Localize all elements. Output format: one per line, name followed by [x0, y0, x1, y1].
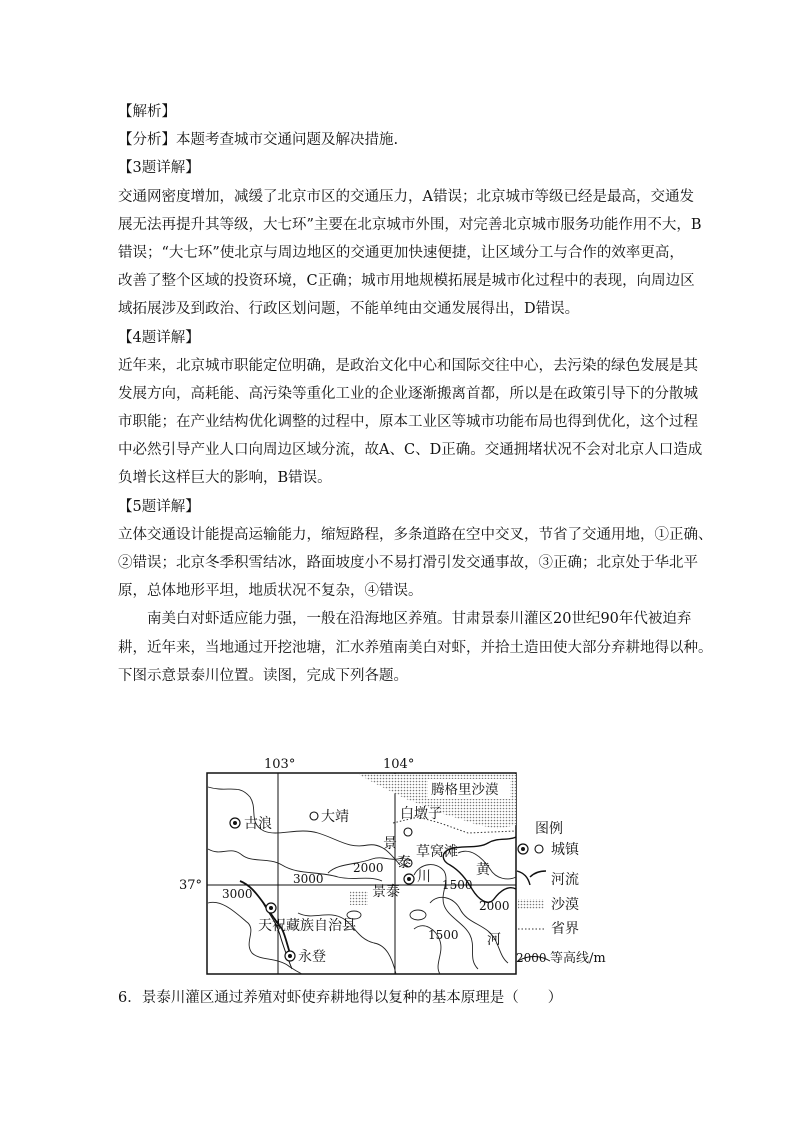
- town-label: 草窝滩: [416, 844, 458, 860]
- q5-line: 原，总体地形平坦，地质状况不复杂，④错误。: [118, 583, 423, 600]
- legend-title: 图例: [535, 821, 563, 837]
- town-label: 古浪: [244, 816, 272, 832]
- q3-line: 错误；“大七环”使北京与周边地区的交通更加快速便捷，让区域分工与合作的效率更高，: [118, 244, 684, 261]
- town-baidunzi: [400, 806, 442, 836]
- section-fenxi: 【分析】本题考查城市交通问题及解决措施.: [118, 132, 399, 149]
- town-marker-icon: [404, 828, 412, 836]
- town-caowotan: [404, 843, 458, 867]
- lon-label-104: 104°: [383, 757, 415, 772]
- legend-desert-label: 沙漠: [551, 897, 579, 913]
- q3-line: 交通网密度增加，减缓了北京市区的交通压力，A错误；北京城市等级已经是最高，交通发: [118, 188, 694, 205]
- legend-river-label: 河流: [551, 872, 579, 888]
- town-label: 景泰: [372, 884, 400, 900]
- map-legend: [516, 821, 606, 966]
- q3-line: 改善了整个区域的投资环境，C正确；城市用地规模拓展是城市化过程中的表现，向周边区: [118, 273, 695, 290]
- contour-value: 1500: [442, 878, 473, 892]
- contour-value: 2000: [479, 899, 510, 913]
- legend-contour-label: 等高线/m: [550, 951, 606, 966]
- town-tianzhu: [258, 903, 356, 934]
- contour-value: 1500: [428, 928, 459, 942]
- q3-heading: 【3题详解】: [118, 160, 200, 177]
- river-label: 黄: [476, 862, 490, 878]
- town-jingtai: [372, 874, 414, 900]
- legend-border-label: 省界: [551, 921, 579, 937]
- q4-line: 发展方向，高耗能、高污染等重化工业的企业逐渐搬离首都，所以是在政策引导下的分散城: [118, 385, 698, 402]
- legend-town-label: 城镇: [551, 842, 579, 858]
- region-label: 泰: [397, 855, 411, 871]
- intro-line: 耕，近年来，当地通过开挖池塘，汇水养殖南美白对虾，并拾土造田使大部分弃耕地得以种。: [118, 639, 713, 656]
- city-marker-dot: [269, 906, 273, 910]
- q4-line: 负增长这样巨大的影响，B错误。: [118, 470, 332, 487]
- town-label: 天祝藏族自治县: [258, 918, 356, 934]
- desert-name: 腾格里沙漠: [431, 782, 499, 798]
- town-marker-icon: [310, 812, 318, 820]
- q5-line: 立体交通设计能提高运输能力，缩短路程，多条道路在空中交叉，节省了交通用地，①正确、: [118, 526, 713, 543]
- town-yongdeng: [285, 949, 326, 965]
- intro-line: 南美白对虾适应能力强，一般在沿海地区养殖。甘肃景泰川灌区20世纪90年代被迫弃: [147, 611, 692, 628]
- q4-heading: 【4题详解】: [118, 329, 200, 346]
- river-label: 河: [487, 932, 501, 948]
- q4-line: 市职能；在产业结构优化调整的过程中，原本工业区等城市功能布局也得到优化，这个过程: [118, 414, 698, 431]
- town-label: 大靖: [321, 809, 349, 825]
- region-label: 川: [417, 869, 431, 885]
- lat-label-37: 37°: [179, 878, 203, 893]
- contour-line: [208, 902, 302, 974]
- contour-patch: [410, 910, 426, 920]
- city-marker-dot: [233, 821, 237, 825]
- intro-line: 下图示意景泰川位置。读图，完成下列各题。: [118, 667, 408, 684]
- city-marker-dot: [521, 847, 525, 851]
- contour-value: 3000: [222, 887, 253, 901]
- q5-line: ②错误；北京冬季积雪结冰，路面坡度小不易打滑引发交通事故，③正确；北京处于华北平: [118, 555, 698, 571]
- section-jiexi: 【解析】: [118, 104, 176, 120]
- lon-label-103: 103°: [264, 757, 296, 772]
- q3-line: 域拓展涉及到政治、行政区划问题，不能单纯由交通发展得出，D错误。: [118, 301, 580, 318]
- city-marker-dot: [288, 954, 292, 958]
- desert-legend-icon: [518, 899, 544, 909]
- q5-heading: 【5题详解】: [118, 498, 200, 515]
- q4-line: 近年来，北京城市职能定位明确，是政治文化中心和国际交往中心，去污染的绿色发展是其: [118, 357, 698, 374]
- town-label: 永登: [298, 949, 326, 965]
- town-gulang: [230, 815, 272, 832]
- question-6: 6．景泰川灌区通过养殖对虾使弃耕地得以复种的基本原理是（ ）: [118, 990, 563, 1006]
- river-legend-icon: [517, 871, 546, 885]
- contour-value: 2000: [353, 861, 384, 875]
- q3-line: 展无法再提升其等级，大七环”主要在北京城市外围，对完善北京城市服务功能作用不大，B: [118, 216, 702, 233]
- town-label: 白墩子: [400, 806, 442, 822]
- jingtaichuan-location-map: [178, 753, 618, 981]
- town-marker-icon: [535, 845, 543, 853]
- analysis-block: [118, 98, 718, 690]
- desert-patch: [350, 891, 368, 905]
- legend-contour-value: 2000: [516, 951, 547, 965]
- city-marker-dot: [407, 877, 411, 881]
- region-label: 景: [383, 836, 397, 852]
- q4-line: 中必然引导产业人口向周边区域分流，故A、C、D正确。交通拥堵状况不会对北京人口造成: [118, 442, 703, 459]
- contour-value: 3000: [293, 872, 324, 886]
- town-dajing: [310, 808, 349, 825]
